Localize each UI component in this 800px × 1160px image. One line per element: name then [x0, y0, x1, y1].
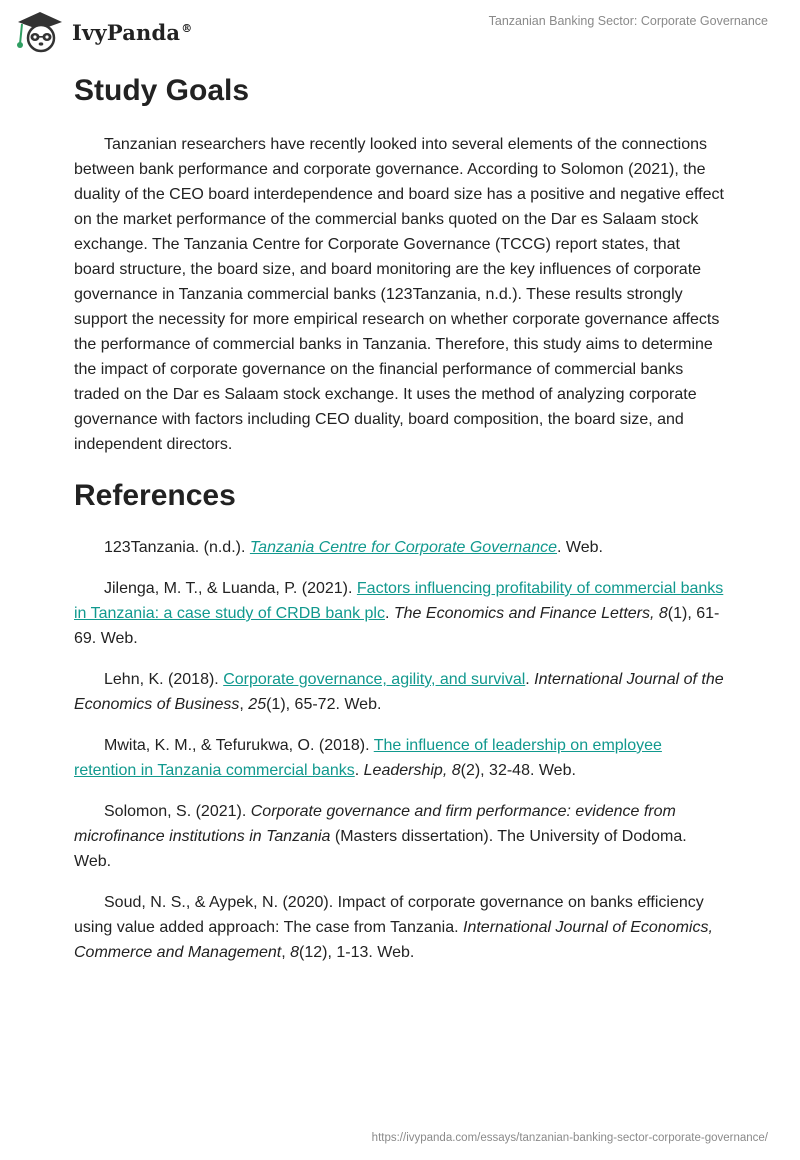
main-content — [74, 72, 724, 981]
study-goals-heading: Study Goals — [74, 74, 250, 107]
page-header — [0, 0, 800, 70]
references-heading: References — [74, 479, 236, 512]
logo-text: IvyPanda® — [72, 19, 193, 45]
reference-link[interactable]: Corporate governance, agility, and survival — [223, 671, 526, 688]
reference-link[interactable]: The influence of leadership on employee retention in Tanzania commercial banks — [74, 737, 662, 779]
panda-graduate-icon — [14, 10, 66, 54]
reference-item: Soud, N. S., & Aypek, N. (2020). Impact of corporate governance on banks efficiency using value added approach: The case from Tanzania. International Journal of Economics, Commerce and Management, 8(12), 1-13. Web. — [74, 894, 713, 961]
ivypanda-logo[interactable] — [14, 10, 192, 54]
study-goals-paragraph: Tanzanian researchers have recently looked into several elements of the connections between bank performance and corporate governance. According to Solomon (2021), the duality of the CEO board interdependence and board size has a positive and negative effect on the market performance of the commercial banks quoted on the Dar es Salaam stock exchange. The Tanzania Centre for Corporate Governance (TCCG) report states, that board structure, the board size, and board monitoring are the key influences of corporate governance in Tanzania commercial banks (123Tanzania, n.d.). These results strongly support the necessity for more empirical research on whether corporate governance affects the performance of commercial banks in Tanzania. Therefore, this study aims to determine the impact of corporate governance on the financial performance of commercial banks traded on the Dar es Salaam stock exchange. It uses the method of analyzing corporate governance with factors including CEO duality, board composition, the board size, and independent directors. — [74, 136, 724, 453]
document-title: Tanzanian Banking Sector: Corporate Governance — [488, 14, 768, 28]
reference-item: Lehn, K. (2018). Corporate governance, agility, and survival. International Journal of the Economics of Business, 25(1), 65-72. Web. — [74, 671, 724, 713]
reference-link[interactable]: Tanzania Centre for Corporate Governance — [249, 539, 558, 556]
reference-link[interactable]: Factors influencing profitability of commercial banks in Tanzania: a case study of CRDB bank plc — [74, 580, 724, 622]
reference-item: Mwita, K. M., & Tefurukwa, O. (2018). The influence of leadership on employee retention in Tanzania commercial banks. Leadership, 8(2), 32-48. Web. — [74, 737, 662, 779]
reference-item: 123Tanzania. (n.d.). Tanzania Centre for Corporate Governance. Web. — [104, 539, 603, 556]
footer-url[interactable]: https://ivypanda.com/essays/tanzanian-banking-sector-corporate-governance/ — [371, 1132, 768, 1144]
reference-item: Solomon, S. (2021). Corporate governance and firm performance: evidence from microfinance institutions in Tanzania (Masters dissertation). The University of Dodoma. Web. — [74, 803, 687, 870]
reference-item: Jilenga, M. T., & Luanda, P. (2021). Factors influencing profitability of commercial banks in Tanzania: a case study of CRDB bank plc. The Economics and Finance Letters, 8(1), 61-69. Web. — [74, 580, 724, 647]
